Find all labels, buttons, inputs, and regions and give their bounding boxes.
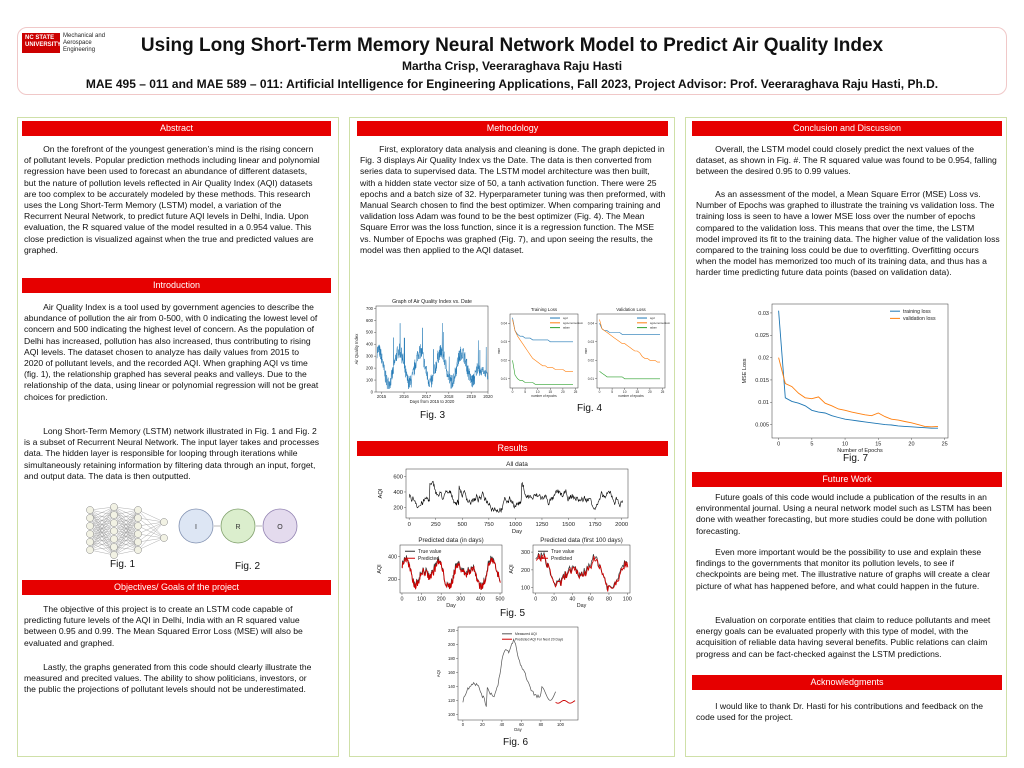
x-tick-label: 2016 <box>399 394 409 400</box>
x-tick-label: 25 <box>573 390 578 395</box>
x-axis-label: Day <box>446 602 456 609</box>
fig1-node <box>134 522 141 529</box>
fig1-caption: Fig. 1 <box>110 559 136 570</box>
y-tick-label: 0.02 <box>500 358 507 363</box>
y-tick-label: 0.015 <box>755 377 769 384</box>
fig1-node <box>160 518 167 525</box>
x-tick-label: 300 <box>456 596 466 603</box>
y-tick-label: 400 <box>393 489 403 496</box>
y-tick-label: 300 <box>366 353 373 359</box>
fig1-node <box>134 514 141 521</box>
abstract-body: On the forefront of the youngest generation’s mind is the rising concern of pollutant levels. Popular prediction methods including linear and polynomial regression have been used to forecast an abundance of different datasets, but the nature of pollution levels reflected in Air Quality Index (AQI) datasets are too complex to be accurately modeled by these methods. This research uses the Long Short-Term Memory (LSTM) model, a variation of the Recurrent Neural Network, to predict future AQI levels in Delhi, India. Upon evaluation, the R squared value of the model resulted in a 0.954 value. This close prediction is visualized against when the true and predicted values are graphed. <box>24 144 320 255</box>
x-tick-label: 2018 <box>444 394 454 400</box>
fig1-node <box>110 519 117 526</box>
legend-label: Measured AQI <box>515 632 537 636</box>
logo-dept2: Engineering <box>63 46 96 53</box>
fig2-rnn-diagram <box>178 502 298 552</box>
fig1-node <box>86 530 93 537</box>
x-tick-label: 5 <box>611 390 614 395</box>
y-axis-label: Air Quality Index <box>354 333 359 365</box>
plot-frame <box>406 469 628 518</box>
x-tick-label: 100 <box>556 722 564 728</box>
future-work-body-2: Even more important would be the possibility to use and explain these findings to the governments that monitor its pollution levels, to see if checkpoints are being met. The illustrative nature of graphs will create a clear picture of what has happened before, and what could happen in the future. <box>696 547 991 591</box>
fig6-predicted-series <box>556 700 576 703</box>
legend-label: sgd+momentum <box>650 320 671 325</box>
x-tick-label: 15 <box>635 390 640 395</box>
y-tick-label: 600 <box>366 317 373 323</box>
fig6-caption: Fig. 6 <box>503 737 529 748</box>
x-tick-label: 0 <box>461 722 465 728</box>
objectives-heading: Objectives/ Goals of the project <box>22 580 331 595</box>
y-tick-label: 0.03 <box>500 339 507 344</box>
x-tick-label: 1000 <box>508 521 522 528</box>
y-axis-label: mse <box>497 347 501 355</box>
legend-label: Predicted <box>551 556 573 562</box>
x-tick-label: 100 <box>622 596 632 603</box>
x-axis-label: number of epochs <box>531 394 557 399</box>
x-tick-label: 500 <box>495 596 505 603</box>
x-tick-label: 10 <box>841 441 849 448</box>
y-tick-label: 100 <box>448 711 455 717</box>
fig7-chart <box>738 300 950 455</box>
x-tick-label: 2019 <box>466 394 476 400</box>
x-tick-label: 100 <box>417 596 427 603</box>
x-axis-label: Day <box>576 602 587 609</box>
legend-label: adam <box>650 325 657 330</box>
fig5-first100-chart <box>500 534 636 612</box>
fig1-node <box>110 503 117 510</box>
fig1-node <box>86 538 93 545</box>
fig1-node <box>110 527 117 534</box>
poster-title: Using Long Short-Term Memory Neural Network Model to Predict Air Quality Index <box>140 35 884 56</box>
legend-label: training loss <box>903 309 931 315</box>
chart-title: Training Loss <box>530 307 558 312</box>
y-axis-label: MSE Loss <box>742 358 748 384</box>
poster-authors: Martha Crisp, Veeraraghava Raju Hasti <box>401 59 623 73</box>
acknowledgments-body: I would like to thank Dr. Hasti for his contributions and feedback on the code used for the project. <box>696 701 984 723</box>
fig2-label-i: I <box>195 524 197 531</box>
fig1-node <box>110 511 117 518</box>
x-tick-label: 0 <box>777 441 781 448</box>
y-tick-label: 400 <box>388 554 397 561</box>
fig5a-all-data-series <box>409 481 623 512</box>
future-work-heading: Future Work <box>692 472 1002 487</box>
legend-label: adam <box>563 325 570 330</box>
y-axis-label: AQI <box>377 564 383 574</box>
x-tick-label: 10 <box>622 390 627 395</box>
y-tick-label: 0.02 <box>758 355 769 362</box>
fig2-caption: Fig. 2 <box>235 561 261 572</box>
future-work-body-3: Evaluation on corporate entities that claim to reduce pollutants and meet energy goals can be evaluated properly with this type of model, with the acquisition of reliable data having several benefits. Public relations can claim progress and can be fact-checked against the LSTM predictions. <box>696 615 991 659</box>
conclusion-body-2: As an assessment of the model, a Mean Square Error (MSE) Loss vs. Number of Epochs was graphed to illustrate the training vs validation loss. The training loss is seen to have a lower MSE loss over the number of epochs compared to the validation loss. This means that over the time, the LSTM model improved its fit to the training data. The higher value of the validation loss compared to the training loss could be due to overfitting. Overfitting occurs when the model has memorized too much of its training data, and thus has a harder time predicting future data points (based on validation data). <box>696 189 1000 278</box>
x-tick-label: 20 <box>551 596 558 603</box>
fig1-node <box>134 538 141 545</box>
x-tick-label: 0 <box>407 521 411 528</box>
y-tick-label: 0.04 <box>500 321 507 326</box>
y-tick-label: 0.03 <box>758 310 769 317</box>
x-axis-label: number of epochs <box>618 394 644 399</box>
y-tick-label: 200 <box>388 577 397 584</box>
fig7-series-validation-loss <box>779 358 938 427</box>
conclusion-body-1: Overall, the LSTM model could closely predict the next values of the dataset, as shown in Fig. #. The R squared value was found to be 0.954, falling between the desired 0.95 to 0.99 values. <box>696 144 997 177</box>
objectives-body-1: The objective of this project is to create an LSTM code capable of predicting future levels of the AQI in Delhi, India with an R squared value between 0.95 and 0.99. The Mean Squared Error Loss (MSE) will also be evaluated and graphed. <box>24 604 303 648</box>
results-heading: Results <box>357 441 668 456</box>
x-tick-label: 15 <box>548 390 553 395</box>
introduction-body-1: Air Quality Index is a tool used by government agencies to describe the abundance of pollution the air from 0-500, with 0 indicating the lowest level of concern and 500 indicating the highest level of concern. As the population of Delhi has increased, pollution has also increased, thus contributing to rising AQI levels. The dataset chosen to analyze has daily values from 2015 to 2020 of pollutant levels, and the recorded AQI. When graphing AQI vs time (fig. 1), the relationship graphed has several peaks and valleys. Due to the relationship of the data, using linear or polynomial regression will not be great choices for prediction. <box>24 302 319 402</box>
methodology-heading: Methodology <box>357 121 668 136</box>
logo-line1: NC STATE <box>25 35 55 41</box>
x-tick-label: 40 <box>499 722 505 728</box>
x-tick-label: 25 <box>941 441 948 448</box>
x-tick-label: 20 <box>561 390 565 395</box>
x-tick-label: 1500 <box>562 521 575 528</box>
y-tick-label: 0.025 <box>755 333 769 340</box>
fig2-label-o: O <box>277 524 283 531</box>
x-axis-label: Number of Epochs <box>837 448 883 455</box>
fig3-caption: Fig. 3 <box>420 410 446 421</box>
x-tick-label: 750 <box>484 521 494 528</box>
plot-frame <box>772 304 948 438</box>
x-axis-label: Day <box>511 528 523 535</box>
fig5c-true-series <box>536 553 628 590</box>
y-tick-label: 0.01 <box>500 376 507 381</box>
x-tick-label: 25 <box>660 390 665 395</box>
logo-line2: UNIVERSITY <box>25 42 62 48</box>
fig1-edge <box>90 507 114 550</box>
x-tick-label: 1750 <box>588 521 602 528</box>
y-tick-label: 0.01 <box>758 400 769 407</box>
x-tick-label: 20 <box>480 722 485 728</box>
fig3-chart <box>352 292 494 408</box>
x-tick-label: 2015 <box>376 394 387 400</box>
fig1-lstm-network <box>76 502 176 560</box>
x-tick-label: 5 <box>810 441 814 448</box>
objectives-body-2: Lastly, the graphs generated from this code should clearly illustrate the measured and precited values. The ability to show politicians, investors, or the public the projections of pollutant levels should not be underestimated. <box>24 662 312 695</box>
chart-title: All data <box>506 461 528 468</box>
fig2-label-r: R <box>235 524 241 531</box>
fig6-measured-series <box>463 639 556 706</box>
x-tick-label: 2020 <box>483 394 493 400</box>
x-tick-label: 0 <box>534 596 538 603</box>
fig5-all-data-chart <box>370 458 632 536</box>
fig1-node <box>160 534 167 541</box>
x-tick-label: 250 <box>430 521 441 528</box>
fig7-caption: Fig. 7 <box>843 453 869 464</box>
fig4-series-adam <box>513 360 574 384</box>
fig1-node <box>110 535 117 542</box>
y-tick-label: 120 <box>448 697 455 703</box>
y-tick-label: 140 <box>448 683 455 689</box>
fig4-series-adam <box>600 371 661 379</box>
x-tick-label: 200 <box>436 596 446 603</box>
acknowledgments-heading: Acknowledgments <box>692 675 1002 690</box>
legend-label: Predicted AQI For Next 20 Days <box>515 637 564 642</box>
fig1-node <box>86 514 93 521</box>
fig3-aqi-series <box>377 323 488 389</box>
x-tick-label: 0 <box>400 596 404 603</box>
x-tick-label: 1250 <box>535 521 549 528</box>
introduction-heading: Introduction <box>22 278 331 293</box>
chart-title: Predicted data (in days) <box>418 537 484 544</box>
fig1-node <box>86 506 93 513</box>
legend-label: sgd <box>650 316 655 320</box>
x-tick-label: 20 <box>908 441 915 448</box>
introduction-body-2: Long Short-Term Memory (LSTM) network illustrated in Fig. 1 and Fig. 2 is a subset of Recurrent Neural Network. The input layer takes and processes data. The hidden layer is responsible for looping through iterations while simultaneously retaining information by filtering data through an input, forget, and output data. The data is then outputted. <box>24 426 320 481</box>
x-axis-label: Days from 2015 to 2020 <box>409 399 455 405</box>
methodology-body: First, exploratory data analysis and cleaning is done. The graph depicted in Fig. 3 displays Air Quality Index vs the Date. The data is then converted from series data to supervised data. The LSTM model architecture was then built, with a hidden state vector size of 50, a tanh activation function. There were 25 epochs and a batch size of 32. Hyperparameter tuning was then preformed, with Manual Search chosen to find the best optimizer. When comparing training and validation loss Adam was found to be the best optimizer (Fig. 4). The Mean Square Error was the loss function, since it is a regression function. The MSE vs. Number of Epochs was graphed (Fig. 7), and upon seeing the results, the model was then applied to the AQI dataset. <box>360 144 666 255</box>
x-tick-label: 400 <box>475 596 485 603</box>
legend-label: sgd <box>563 316 568 320</box>
x-tick-label: 40 <box>569 596 576 603</box>
future-work-body-1: Future goals of this code would include a publication of the results in an environmental journal. Using a neural network model such as LSTM has been done with weather forecasting, but more studies could be done with pollution forecasting. <box>696 492 992 536</box>
y-axis-label: AQI <box>509 564 515 574</box>
logo-dept1: Mechanical and Aerospace <box>63 32 106 46</box>
poster-course: MAE 495 – 011 and MAE 589 – 011: Artificial Intelligence for Engineering Applications, Fall 2023, Project Advisor: Prof. Veeraraghava Raju Hasti, Ph.D. <box>85 77 939 91</box>
y-tick-label: 0.04 <box>587 321 594 326</box>
x-tick-label: 20 <box>648 390 652 395</box>
legend-label: True value <box>418 549 442 555</box>
fig4-caption: Fig. 4 <box>577 403 603 414</box>
y-tick-label: 100 <box>521 585 530 592</box>
chart-title: Predicted data (first 100 days) <box>540 537 623 544</box>
y-tick-label: 200 <box>448 641 455 647</box>
y-axis-label: AQI <box>378 488 384 499</box>
legend-label: validation loss <box>903 316 936 323</box>
fig1-node <box>134 546 141 553</box>
chart-title: Graph of Air Quality Index vs. Date <box>392 299 472 305</box>
y-tick-label: 0.01 <box>587 376 594 381</box>
fig1-node <box>110 551 117 558</box>
y-tick-label: 160 <box>448 669 455 675</box>
x-tick-label: 10 <box>535 390 540 395</box>
legend-label: Predicted <box>418 556 440 562</box>
y-tick-label: 700 <box>366 305 373 311</box>
y-tick-label: 400 <box>366 341 373 347</box>
x-tick-label: 500 <box>457 521 468 528</box>
fig1-node <box>110 543 117 550</box>
fig5b-predicted-series <box>402 558 500 590</box>
y-axis-label: AQI <box>436 669 441 678</box>
y-tick-label: 200 <box>366 365 373 371</box>
fig5-caption: Fig. 5 <box>500 608 526 619</box>
fig4-training-chart <box>496 302 584 399</box>
y-tick-label: 200 <box>393 505 403 512</box>
x-tick-label: 2017 <box>421 394 432 400</box>
fig1-node <box>86 522 93 529</box>
y-tick-label: 0 <box>370 389 373 395</box>
x-tick-label: 0 <box>598 390 601 395</box>
y-tick-label: 0.005 <box>755 422 769 429</box>
y-tick-label: 600 <box>393 474 403 481</box>
abstract-heading: Abstract <box>22 121 331 136</box>
x-tick-label: 2000 <box>615 521 629 528</box>
y-tick-label: 500 <box>366 329 373 335</box>
x-axis-label: Day <box>514 727 522 733</box>
y-tick-label: 100 <box>366 377 373 383</box>
legend-label: sgd+momentum <box>563 320 584 325</box>
x-tick-label: 60 <box>519 722 524 728</box>
x-tick-label: 0 <box>511 390 514 395</box>
x-tick-label: 5 <box>524 390 527 395</box>
fig4-validation-chart <box>583 302 671 399</box>
conclusion-heading: Conclusion and Discussion <box>692 121 1002 136</box>
y-tick-label: 0.02 <box>587 358 594 363</box>
chart-title: Validation Loss <box>616 307 646 312</box>
x-tick-label: 80 <box>538 722 544 728</box>
y-tick-label: 200 <box>521 567 530 574</box>
y-tick-label: 220 <box>448 627 455 633</box>
fig1-node <box>86 546 93 553</box>
legend-label: True value <box>551 549 575 555</box>
fig7-series-training-loss <box>779 311 938 429</box>
y-tick-label: 300 <box>521 550 530 557</box>
y-axis-label: mse <box>584 347 588 355</box>
fig6-chart <box>432 622 582 736</box>
y-tick-label: 180 <box>448 655 455 661</box>
x-tick-label: 15 <box>875 441 882 448</box>
x-tick-label: 80 <box>605 596 612 603</box>
fig1-node <box>134 506 141 513</box>
fig1-node <box>134 530 141 537</box>
plot-frame <box>533 545 630 593</box>
fig5-predicted-chart <box>370 534 508 612</box>
x-tick-label: 60 <box>587 596 594 603</box>
y-tick-label: 0.03 <box>587 339 594 344</box>
